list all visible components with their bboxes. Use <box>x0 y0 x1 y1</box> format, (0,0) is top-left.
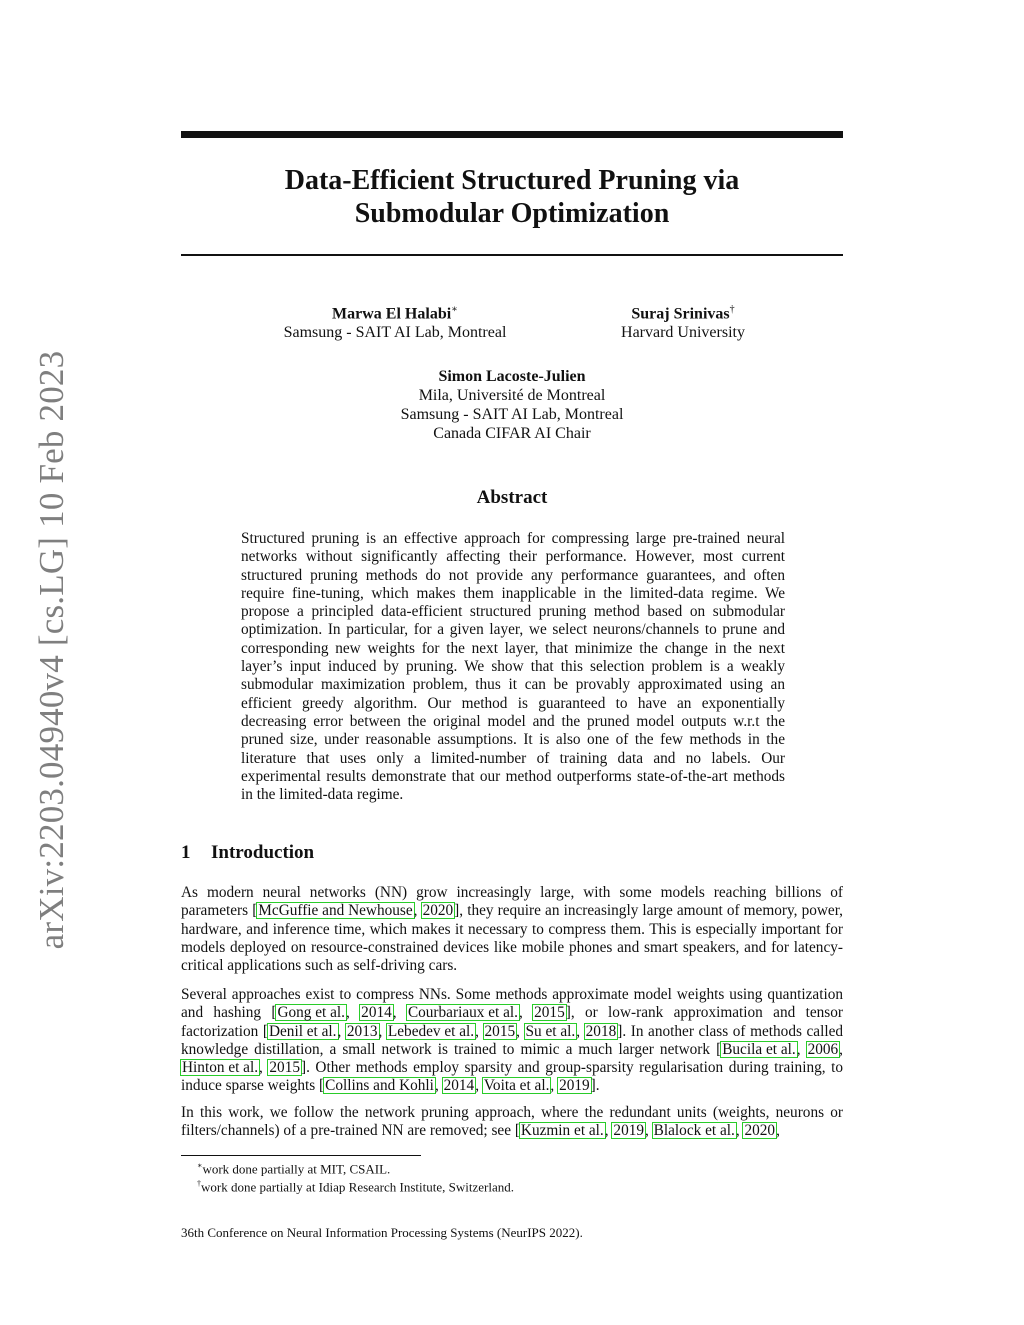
footnote-mark: ∗ <box>197 1161 203 1170</box>
author-block-2 <box>603 300 763 342</box>
abstract-text: Structured pruning is an effective approach for compressing large pre-trained neural networks without significantly affecting their performance. However, most current structured pruning methods do not provide any performance guarantees, and often require fine-tuning, which makes them inapplicable in the limited-data regime. We propose a principled data-efficient structured pruning method based on submodular optimization. In particular, for a given layer, we select neurons/channels to prune and corresponding new weights for the next layer, that minimize the change in the next layer’s input induced by pruning. We show that this selection problem is a weakly submodular maximization problem, thus it can be provably approximated using an efficient greedy algorithm. Our method is guaranteed to have an exponentially decreasing error between the original model and the pruned model outputs w.r.t the pruned size, under reasonable assumptions. It is also one of the few methods in the literature that uses only a limited-number of training data and no labels. Our experimental results demonstrate that our method outperforms state-of-the-art methods in the limited-data regime. <box>241 530 785 804</box>
citation-link[interactable]: McGuffie and Newhouse <box>258 902 413 920</box>
citation-link[interactable]: Courbariaux et al. <box>407 1004 518 1022</box>
author-affiliation: Samsung - SAIT AI Lab, Montreal <box>283 324 507 342</box>
citation-year-link[interactable]: 2015 <box>534 1004 565 1022</box>
footnote-mark: † <box>197 1179 201 1188</box>
intro-paragraph-2: Several approaches exist to compress NNs. Some methods approximate model weights using quantization and hashing [Gong et al., 2014, Courbariaux et al., 2015], or low-rank approximation and tensor factorization [Denil et al., 2013, Lebedev et al., 2015, Su et al., 2018]. In another class of methods called knowledge distillation, a small network is trained to mimic a much larger network [Bucila et al., 2006, Hinton et al., 2015]. Other methods employ sparsity and group-sparsity regularisation during training, to induce sparse weights [Collins and Kohli, 2014, Voita et al., 2019]. <box>181 986 844 1095</box>
title-line-1: Data-Efficient Structured Pruning via <box>284 165 740 196</box>
citation-year-link[interactable]: 2019 <box>559 1077 590 1095</box>
citation-link[interactable]: Hinton et al. <box>182 1059 259 1077</box>
footnote-1 <box>197 1158 390 1177</box>
citation-year-link[interactable]: 2006 <box>807 1040 839 1058</box>
footnote-text: work done partially at Idiap Research Institute, Switzerland. <box>201 1179 514 1195</box>
citation-year-link[interactable]: 2020 <box>744 1122 776 1140</box>
author-affiliation: Samsung - SAIT AI Lab, Montreal <box>400 406 624 423</box>
footnote-rule <box>181 1155 421 1156</box>
paragraph-text: ], they require an increasingly large amount of memory, power, hardware, and inference time, which makes it necessary to compress them. This is especially important for models deployed on resource-constrained devices like mobile phones and smart speakers, and for latency-critical applications such as self-driving cars. <box>181 902 844 975</box>
citation-link[interactable]: Denil et al. <box>268 1022 337 1040</box>
author-affiliation: Harvard University <box>621 324 745 342</box>
paragraph-text: , <box>776 1122 780 1140</box>
citation-year-link[interactable]: 2013 <box>346 1022 378 1040</box>
conference-note: 36th Conference on Neural Information Processing Systems (NeurIPS 2022). <box>181 1225 583 1240</box>
author-affiliation: Canada CIFAR AI Chair <box>433 425 591 442</box>
citation-link[interactable]: Collins and Kohli <box>325 1077 434 1095</box>
footnote-text: work done partially at MIT, CSAIL. <box>202 1161 391 1177</box>
author-name: Simon Lacoste-Julien <box>438 368 586 385</box>
intro-paragraph-1 <box>181 884 843 975</box>
section-title: Introduction <box>211 842 315 863</box>
paper-title <box>181 164 843 230</box>
paragraph-text: ]. In another class of methods called knowledge distillation, a small network is trained to mimic a much larger network [ <box>181 1022 844 1058</box>
footnote-2 <box>197 1176 514 1195</box>
citation-year-link[interactable]: 2015 <box>269 1059 300 1077</box>
section-number: 1 <box>181 842 191 863</box>
paragraph-text: As modern neural networks (NN) grow increasingly large, with some models reaching billions of parameters [ <box>181 884 843 920</box>
paragraph-text: In this work, we follow the network pruning approach, where the redundant units (weights, neurons or filters/channels) of a pre-trained NN are removed; see [ <box>181 1104 843 1140</box>
citation-link[interactable]: Su et al. <box>525 1022 576 1040</box>
title-line-2: Submodular Optimization <box>354 198 670 229</box>
abstract-heading: Abstract <box>476 487 548 508</box>
author-name: Marwa El Halabi <box>332 305 452 323</box>
author-footnote-mark: † <box>729 304 735 315</box>
title-bottom-rule <box>181 254 843 256</box>
citation-year-link[interactable]: 2018 <box>585 1022 617 1040</box>
title-top-rule <box>181 131 843 138</box>
citation-link[interactable]: Voita et al. <box>483 1077 550 1095</box>
citation-link[interactable]: Lebedev et al. <box>387 1022 475 1040</box>
citation-year-link[interactable]: 2020 <box>422 902 454 920</box>
author-block-3 <box>362 367 662 443</box>
author-affiliation: Mila, Université de Montreal <box>418 387 606 404</box>
citation-year-link[interactable]: 2019 <box>613 1122 645 1140</box>
author-name: Suraj Srinivas <box>631 305 730 323</box>
citation-link[interactable]: Blalock et al. <box>653 1122 735 1140</box>
citation-year-link[interactable]: 2014 <box>361 1004 392 1022</box>
arxiv-stamp: arXiv:2203.04940v4 [cs.LG] 10 Feb 2023 <box>32 350 71 950</box>
paragraph-text: ]. Other methods employ sparsity and group-sparsity regularisation during training, to induce sparse weights [ <box>181 1059 843 1095</box>
paragraph-text: ]. <box>590 1077 600 1095</box>
author-block-1 <box>277 300 513 342</box>
section-heading <box>181 842 314 864</box>
citation-year-link[interactable]: 2014 <box>443 1077 475 1095</box>
citation-link[interactable]: Bucila et al. <box>722 1040 796 1058</box>
intro-paragraph-3: In this work, we follow the network pruning approach, where the redundant units (weights, neurons or filters/channels) of a pre-trained NN are removed; see [Kuzmin et al., 2019, Blalock et al., 2020, <box>181 1104 843 1140</box>
paragraph-text: Several approaches exist to compress NNs. Some methods approximate model weights using quantization and hashing [ <box>181 986 843 1022</box>
citation-link[interactable]: Kuzmin et al. <box>520 1122 604 1140</box>
author-footnote-mark: ∗ <box>451 304 458 315</box>
paragraph-text: , <box>413 902 422 920</box>
paragraph-text: ], or low-rank approximation and tensor factorization [ <box>181 1004 843 1040</box>
citation-link[interactable]: Gong et al. <box>277 1004 345 1022</box>
citation-year-link[interactable]: 2015 <box>484 1022 516 1040</box>
